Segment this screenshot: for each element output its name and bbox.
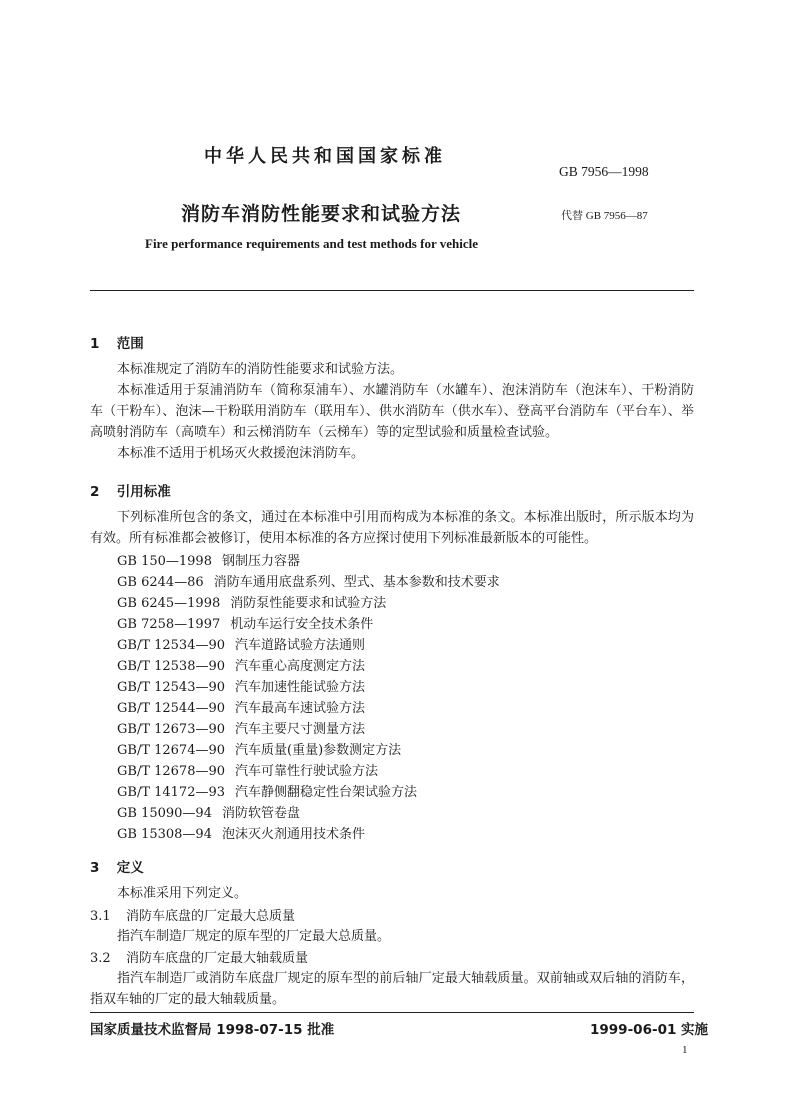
reference-item: [117, 718, 365, 737]
standard-number: GB 7956—1998: [559, 164, 649, 179]
reference-title: 汽车静侧翻稳定性台架试验方法: [235, 785, 418, 800]
reference-item: [117, 550, 300, 569]
reference-title: 消防车通用底盘系列、型式、基本参数和技术要求: [213, 575, 500, 590]
reference-item: [117, 781, 417, 800]
reference-item: [117, 802, 300, 821]
section-title: 范围: [116, 336, 144, 352]
reference-item: [117, 739, 401, 758]
reference-title: 汽车可靠性行驶试验方法: [235, 764, 379, 779]
reference-item: [117, 823, 365, 842]
section-title: 引用标准: [116, 484, 171, 500]
reference-title: 汽车质量(重量)参数测定方法: [235, 743, 402, 758]
reference-title: 汽车重心高度测定方法: [235, 659, 366, 674]
definition-3-1-text: 指汽车制造厂规定的原车型的厂定最大总质量。: [117, 929, 391, 944]
reference-title: 汽车最高车速试验方法: [235, 701, 366, 716]
section-number: 2: [90, 484, 100, 500]
reference-code: GB/T 12538—90: [117, 659, 226, 674]
reference-code: GB 15308—94: [117, 827, 212, 842]
reference-item: [117, 571, 500, 590]
reference-item: [117, 592, 386, 611]
header-divider: [90, 290, 694, 291]
section-title: 定义: [116, 860, 144, 876]
document-title-english: Fire performance requirements and test methods for vehicle: [145, 236, 478, 251]
section-number: 3: [90, 860, 100, 876]
reference-code: GB/T 12544—90: [117, 701, 226, 716]
reference-title: 钢制压力容器: [221, 554, 300, 569]
approval-note: 国家质量技术监督局 1998-07-15 批准: [90, 1022, 335, 1038]
reference-title: 汽车主要尺寸测量方法: [235, 722, 366, 737]
reference-code: GB 6244—86: [117, 575, 204, 590]
footer-divider: [90, 1012, 694, 1013]
national-standard-heading: 中华人民共和国国家标准: [204, 146, 446, 167]
reference-item: [117, 634, 365, 653]
reference-code: GB/T 12678—90: [117, 764, 226, 779]
page-number: 1: [682, 1044, 688, 1056]
definition-3-2-heading: [90, 947, 308, 966]
reference-title: 泡沫灭火剂通用技术条件: [221, 827, 365, 842]
reference-title: 汽车加速性能试验方法: [235, 680, 366, 695]
definition-number: 3.2: [90, 951, 111, 966]
implementation-date: 1999-06-01 实施: [590, 1022, 709, 1038]
definition-term: 消防车底盘的厂定最大轴载质量: [126, 951, 309, 966]
section-3-paragraph-1: 本标准采用下列定义。: [117, 886, 248, 901]
reference-code: GB 150—1998: [117, 554, 212, 569]
reference-title: 消防软管卷盘: [221, 806, 300, 821]
reference-item: [117, 655, 365, 674]
reference-code: GB/T 12543—90: [117, 680, 226, 695]
reference-item: [117, 613, 373, 632]
reference-item: [117, 760, 378, 779]
section-1-paragraph-3: 本标准不适用于机场灭火救援泡沫消防车。: [117, 446, 365, 461]
reference-code: GB/T 12534—90: [117, 638, 226, 653]
reference-code: GB/T 12674—90: [117, 743, 226, 758]
reference-code: GB 15090—94: [117, 806, 212, 821]
definition-number: 3.1: [90, 909, 111, 924]
reference-title: 机动车运行安全技术条件: [230, 617, 374, 632]
definition-term: 消防车底盘的厂定最大总质量: [126, 909, 296, 924]
reference-code: GB/T 14172—93: [117, 785, 226, 800]
section-1-paragraph-1: 本标准规定了消防车的消防性能要求和试验方法。: [117, 362, 404, 377]
reference-code: GB 6245—1998: [117, 596, 221, 611]
document-title: 消防车消防性能要求和试验方法: [181, 203, 462, 225]
section-1-paragraph-2: 本标准适用于泵浦消防车（简称泵浦车）、水罐消防车（水罐车）、泡沫消防车（泡沫车）、干粉消防车（干粉车）、泡沫—干粉联用消防车（联用车）、供水消防车（供水车）、登高平台消防车（平台车）、举高喷射消防车（高喷车）和云梯消防车（云梯车）等的定型试验和质量检查试验。: [90, 383, 694, 440]
section-number: 1: [90, 336, 100, 352]
reference-title: 消防泵性能要求和试验方法: [230, 596, 387, 611]
section-1-heading: [90, 332, 144, 352]
reference-code: GB 7258—1997: [117, 617, 221, 632]
reference-item: [117, 676, 365, 695]
definition-3-2-text: 指汽车制造厂或消防车底盘厂规定的原车型的前后轴厂定最大轴载质量。双前轴或双后轴的消防车，指双车轴的厂定的最大轴载质量。: [90, 971, 694, 1007]
section-2-heading: [90, 480, 171, 500]
replaces-note: 代替 GB 7956—87: [561, 210, 648, 222]
section-2-paragraph-1: 下列标准所包含的条文，通过在本标准中引用而构成为本标准的条文。本标准出版时，所示版本均为有效。所有标准都会被修订，使用本标准的各方应探讨使用下列标准最新版本的可能性。: [90, 510, 694, 546]
reference-item: [117, 697, 365, 716]
section-3-heading: [90, 856, 144, 876]
reference-title: 汽车道路试验方法通则: [235, 638, 366, 653]
definition-3-1-heading: [90, 905, 295, 924]
reference-code: GB/T 12673—90: [117, 722, 226, 737]
